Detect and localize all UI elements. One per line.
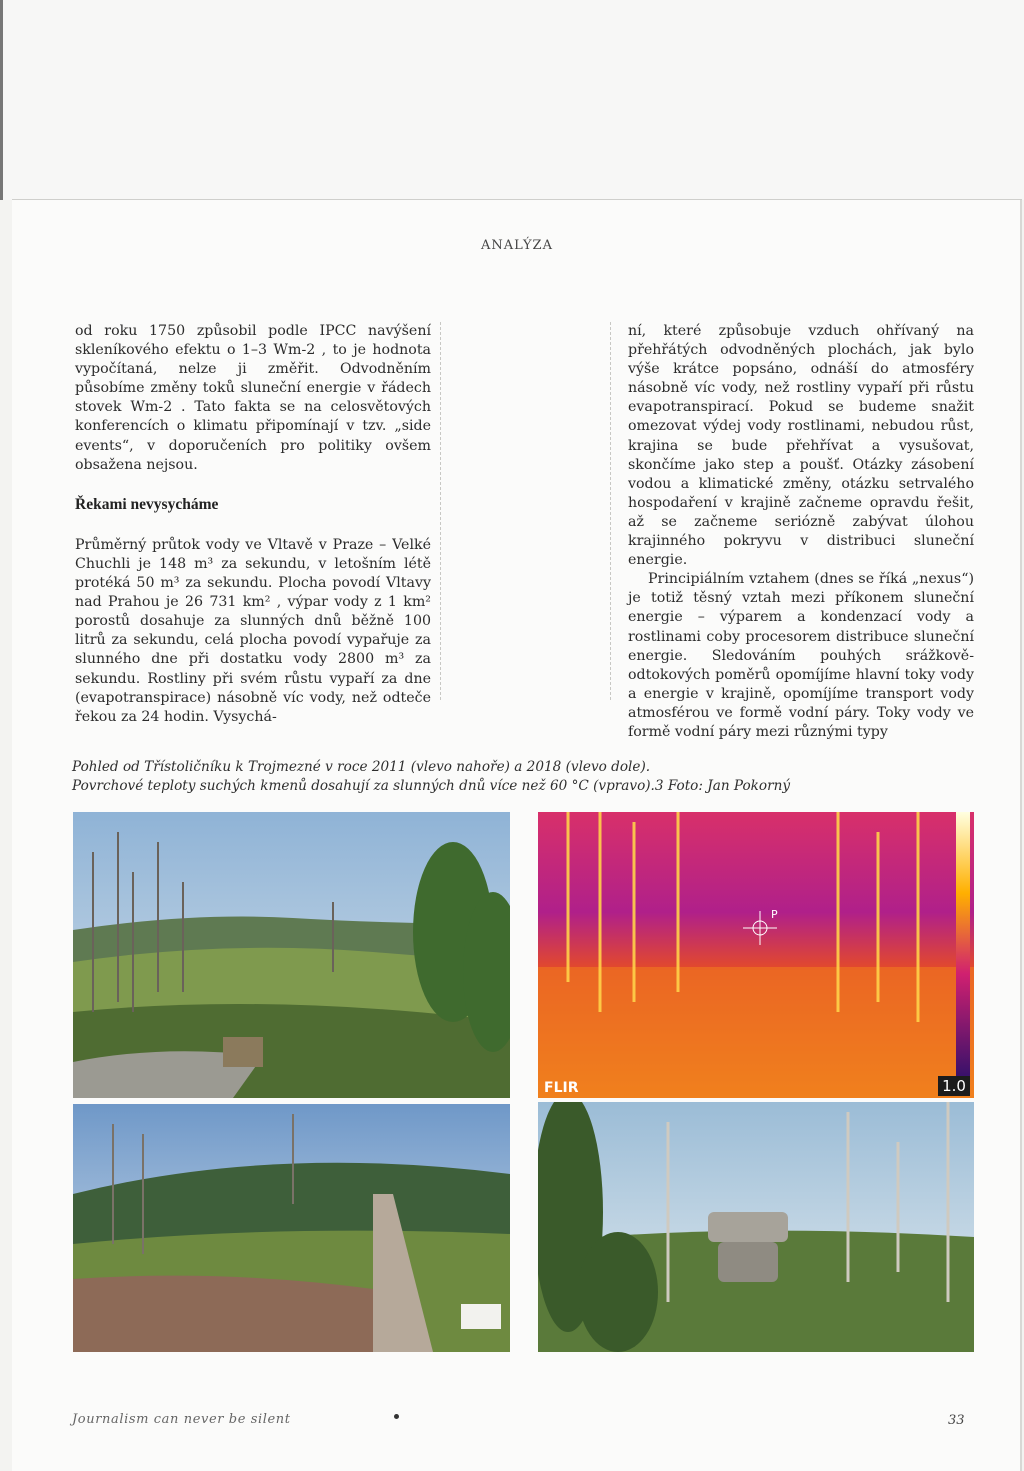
left-paragraph-1: od roku 1750 způsobil podle IPCC navýšení skleníkového efektu o 1–3 Wm-2 , to je hodnota vypočítaná, nelze ji změřit. Odvodněním působíme změny toků sluneční energie v řádech stovek Wm-2 . Tato fakta se na celosvětových konferencích o klimatu připomínají v tzv. „side events“, v doporučeních pro politiky ovšem obsažena nejsou. [75, 323, 431, 473]
right-text-column [628, 322, 974, 742]
section-header: ANALÝZA [481, 238, 553, 253]
photo-landscape-2018 [73, 1104, 510, 1352]
page-number: 33 [948, 1413, 965, 1428]
right-paragraph-2: Principiálním vztahem (dnes se říká „nexus“) je totiž těsný vztah mezi příkonem sluneční energie – výparem a kondenzací vody a rostlinami coby procesorem distribuce sluneční energie. Sledováním pouhých srážkově-odtokových poměrů opomíjíme hlavní toky vody a energie v krajině, opomíjíme transport vody atmosférou ve formě vodní páry. Toky vody ve formě vodní páry mezi různými typy [628, 571, 974, 740]
thermal-image [538, 812, 974, 1098]
photo-rock-dead-trees [538, 1102, 974, 1352]
photo-caption [72, 758, 972, 796]
photo-landscape-2011 [73, 812, 510, 1098]
caption-line-2: Povrchové teploty suchých kmenů dosahují za slunných dnů více než 60 °C (vpravo).3 Foto: Jan Pokorný [72, 778, 791, 794]
footer-tagline: Journalism can never be silent [72, 1412, 291, 1427]
page-edge [1020, 200, 1022, 1471]
left-paragraph-2: Průměrný průtok vody ve Vltavě v Praze – Velké Chuchli je 148 m³ za sekundu, v letošním létě protéká 50 m³ za sekundu. Plocha povodí Vltavy nad Prahou je 26 731 km² , výpar vody z 1 km² porostů dosahuje za slunných dnů běžně 100 litrů za sekundu, celá plocha povodí vypařuje za slunného dne při dostatku vody 2800 m³ za sekundu. Rostliny při svém růstu vypaří za dne (evapotranspirace) násobně víc vody, než odteče řekou za 24 hodin. Vysychá- [75, 536, 431, 725]
flir-logo: FLIR [544, 1080, 579, 1096]
marker-label: P [771, 908, 778, 921]
column-divider-left [440, 322, 441, 700]
previous-page-strip [0, 0, 1024, 200]
scan-edge [0, 0, 3, 200]
column-divider-right [610, 322, 611, 700]
thermal-scale-value: 1.0 [938, 1076, 970, 1096]
footer-dot [394, 1414, 399, 1419]
left-text-column [75, 322, 431, 727]
caption-line-1: Pohled od Třístoličníku k Trojmezné v roce 2011 (vlevo nahoře) a 2018 (vlevo dole). [72, 759, 651, 775]
subheading: Řekami nevysycháme [75, 495, 219, 513]
right-paragraph-1: ní, které způsobuje vzduch ohřívaný na přehřátých odvodněných plochách, jak bylo výše krátce popsáno, odnáší do atmosféry násobně víc vody, než rostliny vypaří při růstu evapotranspirací. Pokud se budeme snažit omezovat výdej vody rostlinami, nebudou růst, krajina se bude přehřívat a vysušovat, skončíme jako step a poušť. Otázky zásobení vodou a klimatické změny, otázku setrvalého hospodaření v krajině začneme opravdu řešit, až se začneme seriózně zabývat úlohou krajinného pokryvu v distribuci sluneční energie. [628, 323, 974, 569]
